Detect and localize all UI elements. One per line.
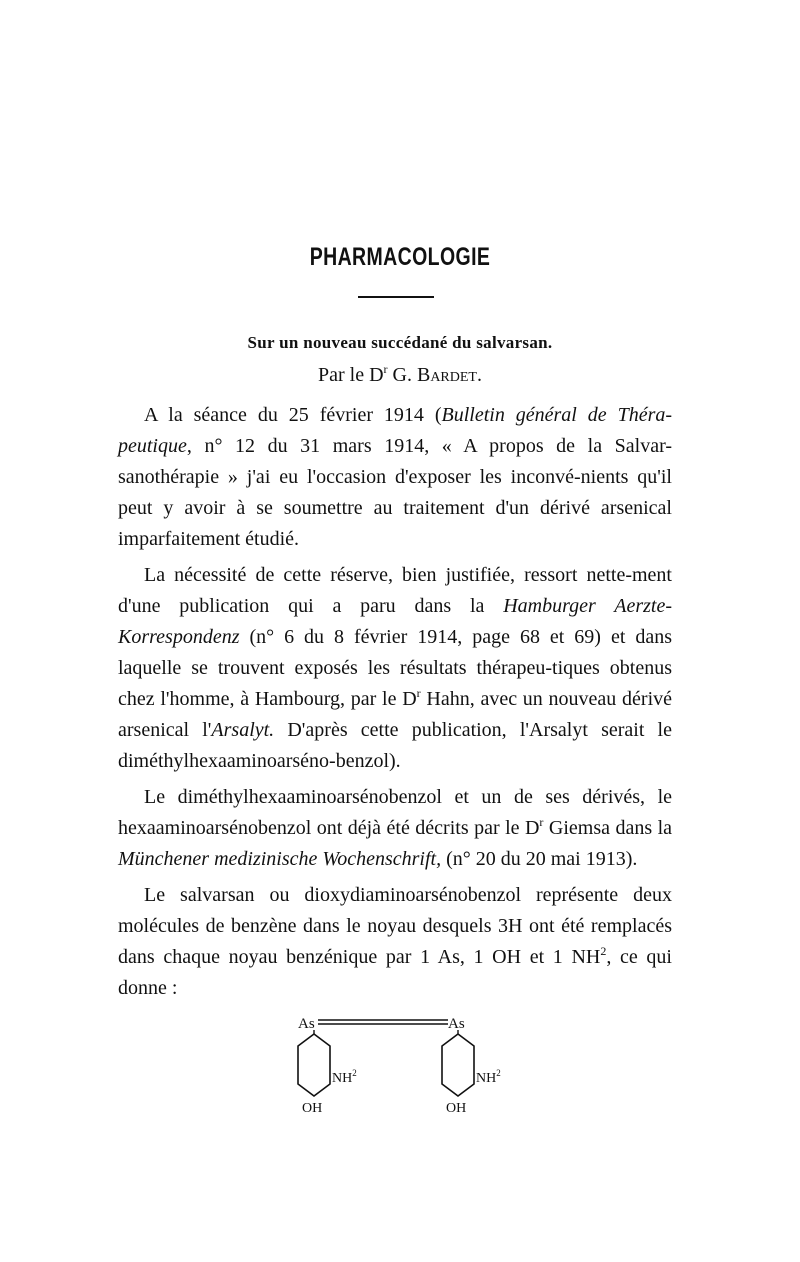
p2-text-a: La nécessité de cette réserve, bien justifiée, ressort nette-ment d'une publication qui a paru dans la xyxy=(118,564,672,617)
article-title: Sur un nouveau succédané du salvarsan. xyxy=(247,333,553,352)
benzene-ring-right xyxy=(442,1034,474,1096)
formula-as-right: As xyxy=(448,1016,465,1032)
byline-sup: r xyxy=(383,362,388,376)
byline xyxy=(0,364,800,387)
chemical-formula xyxy=(270,1008,510,1118)
p4-sup: 2 xyxy=(600,944,607,958)
p3-text-e: (n° 20 du 20 mai 1913). xyxy=(441,848,638,870)
p3-sup: r xyxy=(539,815,544,829)
p3-text-a: Le diméthylhexaaminoarsénobenzol et un de ses dérivés, le hexaaminoarsénobenzol ont déjà été décrits par le D xyxy=(118,786,672,839)
paragraph-3 xyxy=(118,782,672,875)
p4-text-a: Le salvarsan ou dioxydiaminoarsénobenzol représente deux molécules de benzène dans le noyau desquels 3H ont été remplacés dans chaque noyau benzénique par 1 As, 1 OH et 1 NH xyxy=(118,884,672,968)
p3-journal: Münchener medizinische Wochenschrift, xyxy=(118,848,442,870)
p4-text-c: , ce qui donne : xyxy=(118,946,672,999)
formula-as-left: As xyxy=(298,1016,315,1032)
article-body xyxy=(118,400,672,1009)
p1-text-c: , n° 12 du 31 mars 1914, « A propos de la Salvar-sanothérapie » j'ai eu l'occasion d'exposer les inconvé-nients qu'il peut y avoir à se soumettre au traitement d'un dérivé arsenical imparfaitement étudié. xyxy=(118,435,672,550)
p3-text-c: Giemsa dans la xyxy=(543,817,673,839)
paragraph-2 xyxy=(118,560,672,777)
benzene-ring-left xyxy=(298,1034,330,1096)
byline-initial: G. xyxy=(387,364,417,386)
section-title: PHARMACOLOGIE xyxy=(309,243,491,271)
p2-text-g: D'après cette publication, l'Arsalyt serait le diméthylhexaaminoarséno-benzol). xyxy=(118,719,672,772)
paragraph-1 xyxy=(118,400,672,555)
p2-arsalyt: Arsalyt. xyxy=(211,719,275,741)
p2-text-e: Hahn, avec un nouveau dérivé arsenical l' xyxy=(118,688,672,741)
title-rule xyxy=(358,296,434,298)
formula-oh-right: OH xyxy=(446,1101,467,1116)
formula-nh-right: $NH^2$ xyxy=(476,1068,501,1086)
formula-nh-left: $NH^2$ xyxy=(332,1068,357,1086)
p2-text-c: (n° 6 du 8 février 1914, page 68 et 69) et dans laquelle se trouvent exposés les résultats thérapeu-tiques obtenus chez l'homme, à Hambourg, par le D xyxy=(118,626,672,710)
p1-text-a: A la séance du 25 février 1914 ( xyxy=(144,404,442,426)
p2-sup: r xyxy=(416,686,421,700)
paragraph-4 xyxy=(118,880,672,1004)
p1-journal: Bulletin général de Théra-peutique xyxy=(118,404,673,457)
author-name: Bardet. xyxy=(416,364,482,386)
byline-prefix: Par le D xyxy=(317,364,384,386)
formula-diagram xyxy=(270,1008,510,1118)
formula-oh-left: OH xyxy=(302,1101,323,1116)
p2-journal: Hamburger Aerzte-Korrespondenz xyxy=(118,595,672,648)
